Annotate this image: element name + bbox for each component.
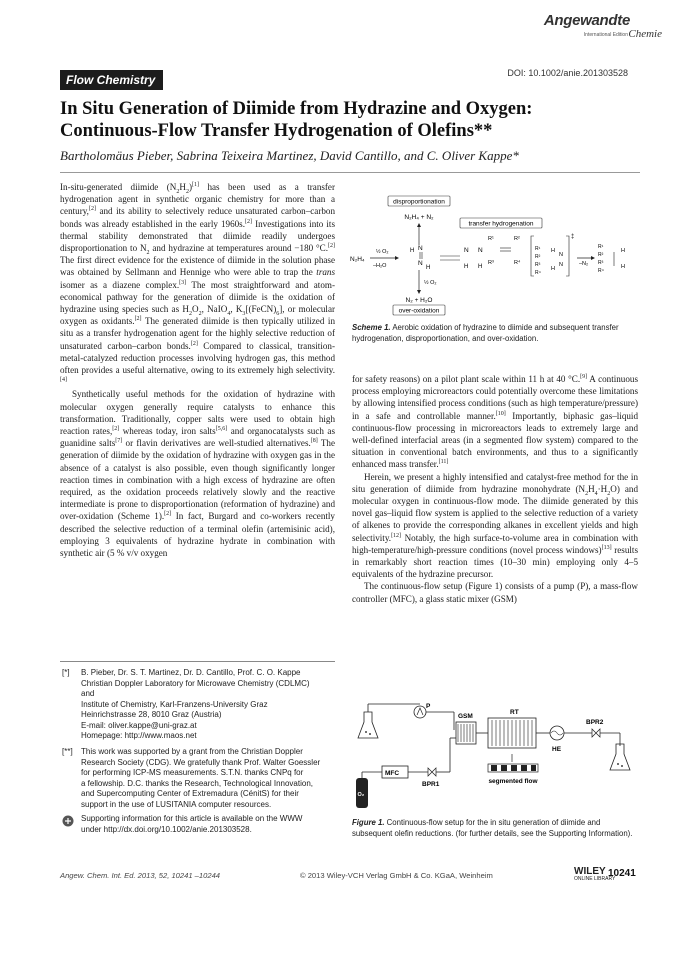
footnote-divider	[60, 661, 335, 662]
wiley-logo-sub: ONLINE LIBRARY	[574, 876, 616, 882]
figure-1-caption	[352, 818, 638, 839]
pump-symbol	[417, 708, 423, 715]
left-column-text	[60, 181, 335, 559]
footnote-line: Institute of Chemistry, Karl-Franzens-University Graz	[81, 699, 268, 709]
transfer-hydrogenation-label: transfer hydrogenation	[468, 220, 534, 228]
footer-copyright: © 2013 Wiley-VCH Verlag GmbH & Co. KGaA, Weinheim	[300, 871, 493, 880]
journal-logo-chemie: Chemie	[628, 28, 662, 40]
bracket-left	[531, 236, 534, 276]
disproportionation-label: disproportionation	[393, 198, 445, 206]
substituent-r4: R⁴	[598, 268, 604, 274]
substituent-r3: R³	[535, 262, 541, 268]
substituent-r3: R³	[488, 260, 494, 266]
paragraph-5: The continuous-flow setup (Figure 1) consists of a pump (P), a mass-flow controller (MFC), a glass static mixer (GSM)	[352, 581, 638, 604]
atom-h: H	[426, 265, 431, 271]
homepage-link[interactable]: Homepage: http://www.maos.net	[81, 731, 197, 740]
atom-h: H	[621, 264, 625, 270]
figure-caption-label: Figure 1.	[352, 818, 385, 827]
product-flask	[610, 744, 630, 770]
half-o2-label-b: ½ O₂	[424, 280, 437, 286]
footnote-line: Research Society (CDG). We gratefully thank Prof. Walter Goessler	[81, 757, 321, 767]
scheme-caption-label: Scheme 1.	[352, 323, 391, 332]
o2-label: O₂	[357, 792, 365, 798]
footnote-line: support in the use of LUSITANIA computer resources.	[81, 799, 272, 809]
right-column-text	[352, 373, 638, 605]
title-divider	[60, 172, 640, 173]
gas-segment	[491, 765, 497, 771]
flask-bubble	[369, 733, 371, 735]
flask-bubble	[617, 763, 619, 765]
gas-segment	[521, 765, 527, 771]
bpr1-label: BPR1	[422, 781, 440, 788]
footnote-mark: [*]	[62, 668, 70, 677]
bpr2-valve	[592, 729, 600, 737]
email-link[interactable]: E-mail: oliver.kappe@uni-graz.at	[81, 720, 197, 730]
substituent-r1: R¹	[488, 236, 494, 242]
scheme-1-caption	[352, 323, 637, 344]
n2h4-n2-label: N₂H₄ + N₂	[404, 214, 434, 221]
atom-h: H	[410, 248, 415, 254]
flask-bubble	[365, 731, 367, 733]
substituent-r2: R²	[598, 252, 604, 258]
paragraph-3: for safety reasons) on a pilot plant scale within 11 h at 40 °C.[9] A continuous process employing microreactors could potentially overcome these limitations by allowing intensified process conditions (such as high temperature/pressure) in a safe and controllable manner.[10] Importantly, biphasic gas–liquid continuous-flow processing in microreactors leads to extremely large and well-defined interfacial areas (in a segmented flow system) compared to the situation in conventional batch environments, and thus to a significantly enhanced mass transfer.[11]	[352, 373, 638, 470]
footnote-line: and Supercomputing Center of Extremadura (CénitS) for their	[81, 789, 299, 798]
pump-label: P	[426, 703, 431, 710]
atom-n: N	[418, 260, 423, 267]
footnote-supporting-info	[62, 814, 337, 835]
substituent-r2: R²	[535, 254, 541, 260]
gas-segment	[511, 765, 517, 771]
atom-h: H	[551, 266, 555, 272]
atom-h: H	[478, 264, 483, 270]
footnote-line: for performing ICP-MS measurements. S.T.N. thanks CNPq for	[81, 768, 304, 777]
paragraph-4: Herein, we present a highly intensified and catalyst-free method for the in situ generation of diimide from hydrazine monohydrate $(N_2H_4\cdot H_2O)$ and molecular oxygen in continuous-flow mode. The diimide generated by this novel gas–liquid flow system is applied to the selective reduction of a variety of alkenes to provide the corresponding alkanes in excellent yields and high selectivity.[12] Notably, the high surface-to-volume area in combination with high-temperature/high-pressure conditions (novel process windows)[13] results in remarkably short reaction times (10–30 min) employing only 4–5 equivalents of the hydrazine precursor.	[352, 471, 638, 580]
arrowhead	[395, 256, 399, 260]
heat-exchanger-symbol	[551, 731, 563, 735]
substituent-r1: R¹	[535, 246, 541, 252]
footnote-affiliation	[62, 668, 337, 742]
substituent-r1: R¹	[598, 244, 604, 250]
atom-n: N	[559, 252, 563, 258]
authors: Bartholomäus Pieber, Sabrina Teixeira Martinez, David Cantillo, and C. Oliver Kappe*	[60, 148, 519, 163]
rt-label: RT	[510, 709, 519, 716]
footer-citation: Angew. Chem. Int. Ed. 2013, 52, 10241 –10244	[60, 871, 221, 880]
footnote-line: B. Pieber, Dr. S. T. Martinez, Dr. D. Cantillo, Prof. C. O. Kappe	[81, 668, 301, 677]
flask-bubble	[621, 765, 623, 767]
atom-n: N	[464, 247, 469, 254]
footnote-mark: [**]	[62, 747, 73, 756]
over-oxidation-label: over-oxidation	[398, 307, 440, 315]
substituent-r4: R⁴	[514, 260, 521, 266]
atom-n: N	[418, 245, 423, 252]
paragraph-1: In-situ-generated diimide $(N_2H_2)[1]$ has been used as a transfer hydrogenation agent in synthetic organic chemistry for more than a century,[2] and its ability to selectively reduce unsaturated carbon–carbon bonds was already established in the early 1960s.[2] Investigations into its thermal stability demonstrated that diimide readily undergoes disproportionation to $N_2$ and hydrazine at temperatures around −180 °C.[2] The first direct evidence for the existence of diimide in the solution phase was obtained by Sellmann and Hennige who were able to trap the trans isomer as a diazene complex.[3] The most straightforward and atom-economical pathway for the generation of diimide is the oxidation of hydrazine using species such as $H_2O_2$, NaIO$_4$, $K_3[(FeCN)_6]$, or molecular oxygen as oxidants.[2] The generated diimide is then typically utilized in situ as a transfer hydrogenation agent for the highly selective reduction of unsaturated carbon–carbon bonds.[2] Compared to classical, transition-metal-catalyzed reduction processes involving hydrogen gas, this method often provides a useful alternative, owing to its extremely high selectivity.[4]	[60, 181, 336, 384]
bracket-right	[566, 236, 569, 276]
section-tag: Flow Chemistry	[60, 70, 163, 90]
arrowhead	[591, 256, 595, 260]
substituent-r4: R⁴	[535, 270, 541, 276]
scheme-caption-text: Aerobic oxidation of hydrazine to diimide and subsequent transfer hydrogenation, disproportionation, and over-oxidation.	[352, 323, 619, 343]
reagent-flask	[358, 712, 378, 738]
footnote-line: Heinrichstrasse 28, 8010 Graz (Austria)	[81, 710, 222, 719]
paragraph-2: Synthetically useful methods for the oxidation of hydrazine with molecular oxygen generally require catalysts to enhance this transformation. Traditionally, copper salts were used to obtain high reaction rates,[2] whereas today, iron salts[5,6] and organocatalysts such as guanidine salts[7] or flavin derivatives are well-studied alternatives.[8] The generation of diimide by the oxidation of hydrazine with oxygen gas in the absence of a catalyst is also possible, even though significantly longer reaction times in combination with a high excess of hydrazine are often required, as the oxidation proceeds relatively slowly and the reactive intermediate is prone to disproportionation (reformation of hydrazine) and over-oxidation (Scheme 1).[2] In fact, Burgard and co-workers recently described the selective reduction of a terminal olefin (artemisinic acid), employing 3 equivalents of hydrazine hydrate in combination with synthetic air (5 % v/v oxygen	[60, 389, 336, 559]
dagger-mark: ‡	[571, 234, 575, 240]
segmented-flow-label: segmented flow	[488, 778, 538, 785]
minus-h2o-label: –H₂O	[373, 263, 387, 269]
journal-logo-sub: International Edition	[583, 32, 628, 38]
article-title	[60, 98, 640, 142]
minus-n2-label: –N₂	[579, 261, 589, 267]
substituent-r3: R³	[598, 260, 604, 266]
footnote-acknowledgement	[62, 747, 337, 810]
gas-segment	[531, 765, 536, 771]
page-number: 10241	[608, 868, 636, 879]
journal-logo: Angewandte	[543, 12, 630, 29]
n2-h2o-label: N₂ + H₂O	[405, 297, 433, 304]
mfc-label: MFC	[385, 770, 400, 777]
atom-h: H	[464, 264, 469, 270]
atom-h: H	[621, 248, 625, 254]
scheme-1-diagram	[348, 192, 633, 317]
title-line-1: In Situ Generation of Diimide from Hydrazine and Oxygen:	[60, 99, 533, 119]
gsm-label: GSM	[458, 713, 473, 720]
arrowhead-down	[417, 290, 421, 294]
title-line-2: Continuous-Flow Transfer Hydrogenation of Olefins**	[60, 121, 493, 141]
coil-lines	[492, 720, 532, 746]
half-o2-label: ½ O₂	[376, 249, 389, 255]
mixer-lines	[458, 724, 473, 742]
atom-n: N	[478, 247, 483, 254]
he-label: HE	[552, 746, 562, 753]
atom-n: N	[559, 262, 563, 268]
substituent-r2: R²	[514, 236, 520, 242]
figure-1-diagram	[354, 700, 639, 812]
footnote-line: Christian Doppler Laboratory for Microwave Chemistry (CDLMC)	[81, 678, 310, 688]
supporting-info-link[interactable]: under http://dx.doi.org/10.1002/anie.201303528.	[81, 824, 252, 834]
bpr2-label: BPR2	[586, 719, 604, 726]
arrowhead-up	[417, 223, 421, 227]
n2h4-reactant: N₂H₄	[350, 256, 365, 263]
figure-caption-text: Continuous-flow setup for the in situ generation of diimide and subsequent olefin reductions. (for further details, see the Supporting Information).	[352, 818, 633, 838]
doi-link[interactable]: DOI: 10.1002/anie.201303528	[507, 68, 628, 78]
footnote-line: and	[81, 689, 95, 698]
supporting-info-icon	[62, 815, 74, 831]
atom-h: H	[551, 248, 555, 254]
wiley-logo-text: WILEY	[574, 866, 606, 877]
footnote-line: Supporting information for this article is available on the WWW	[81, 814, 303, 823]
bpr1-valve	[428, 768, 436, 776]
gas-segment	[501, 765, 507, 771]
footnote-line: a fellowship. D.C. thanks the Research, Technological Innovation,	[81, 778, 313, 788]
footnote-line: This work was supported by a grant from the Christian Doppler	[81, 747, 303, 756]
